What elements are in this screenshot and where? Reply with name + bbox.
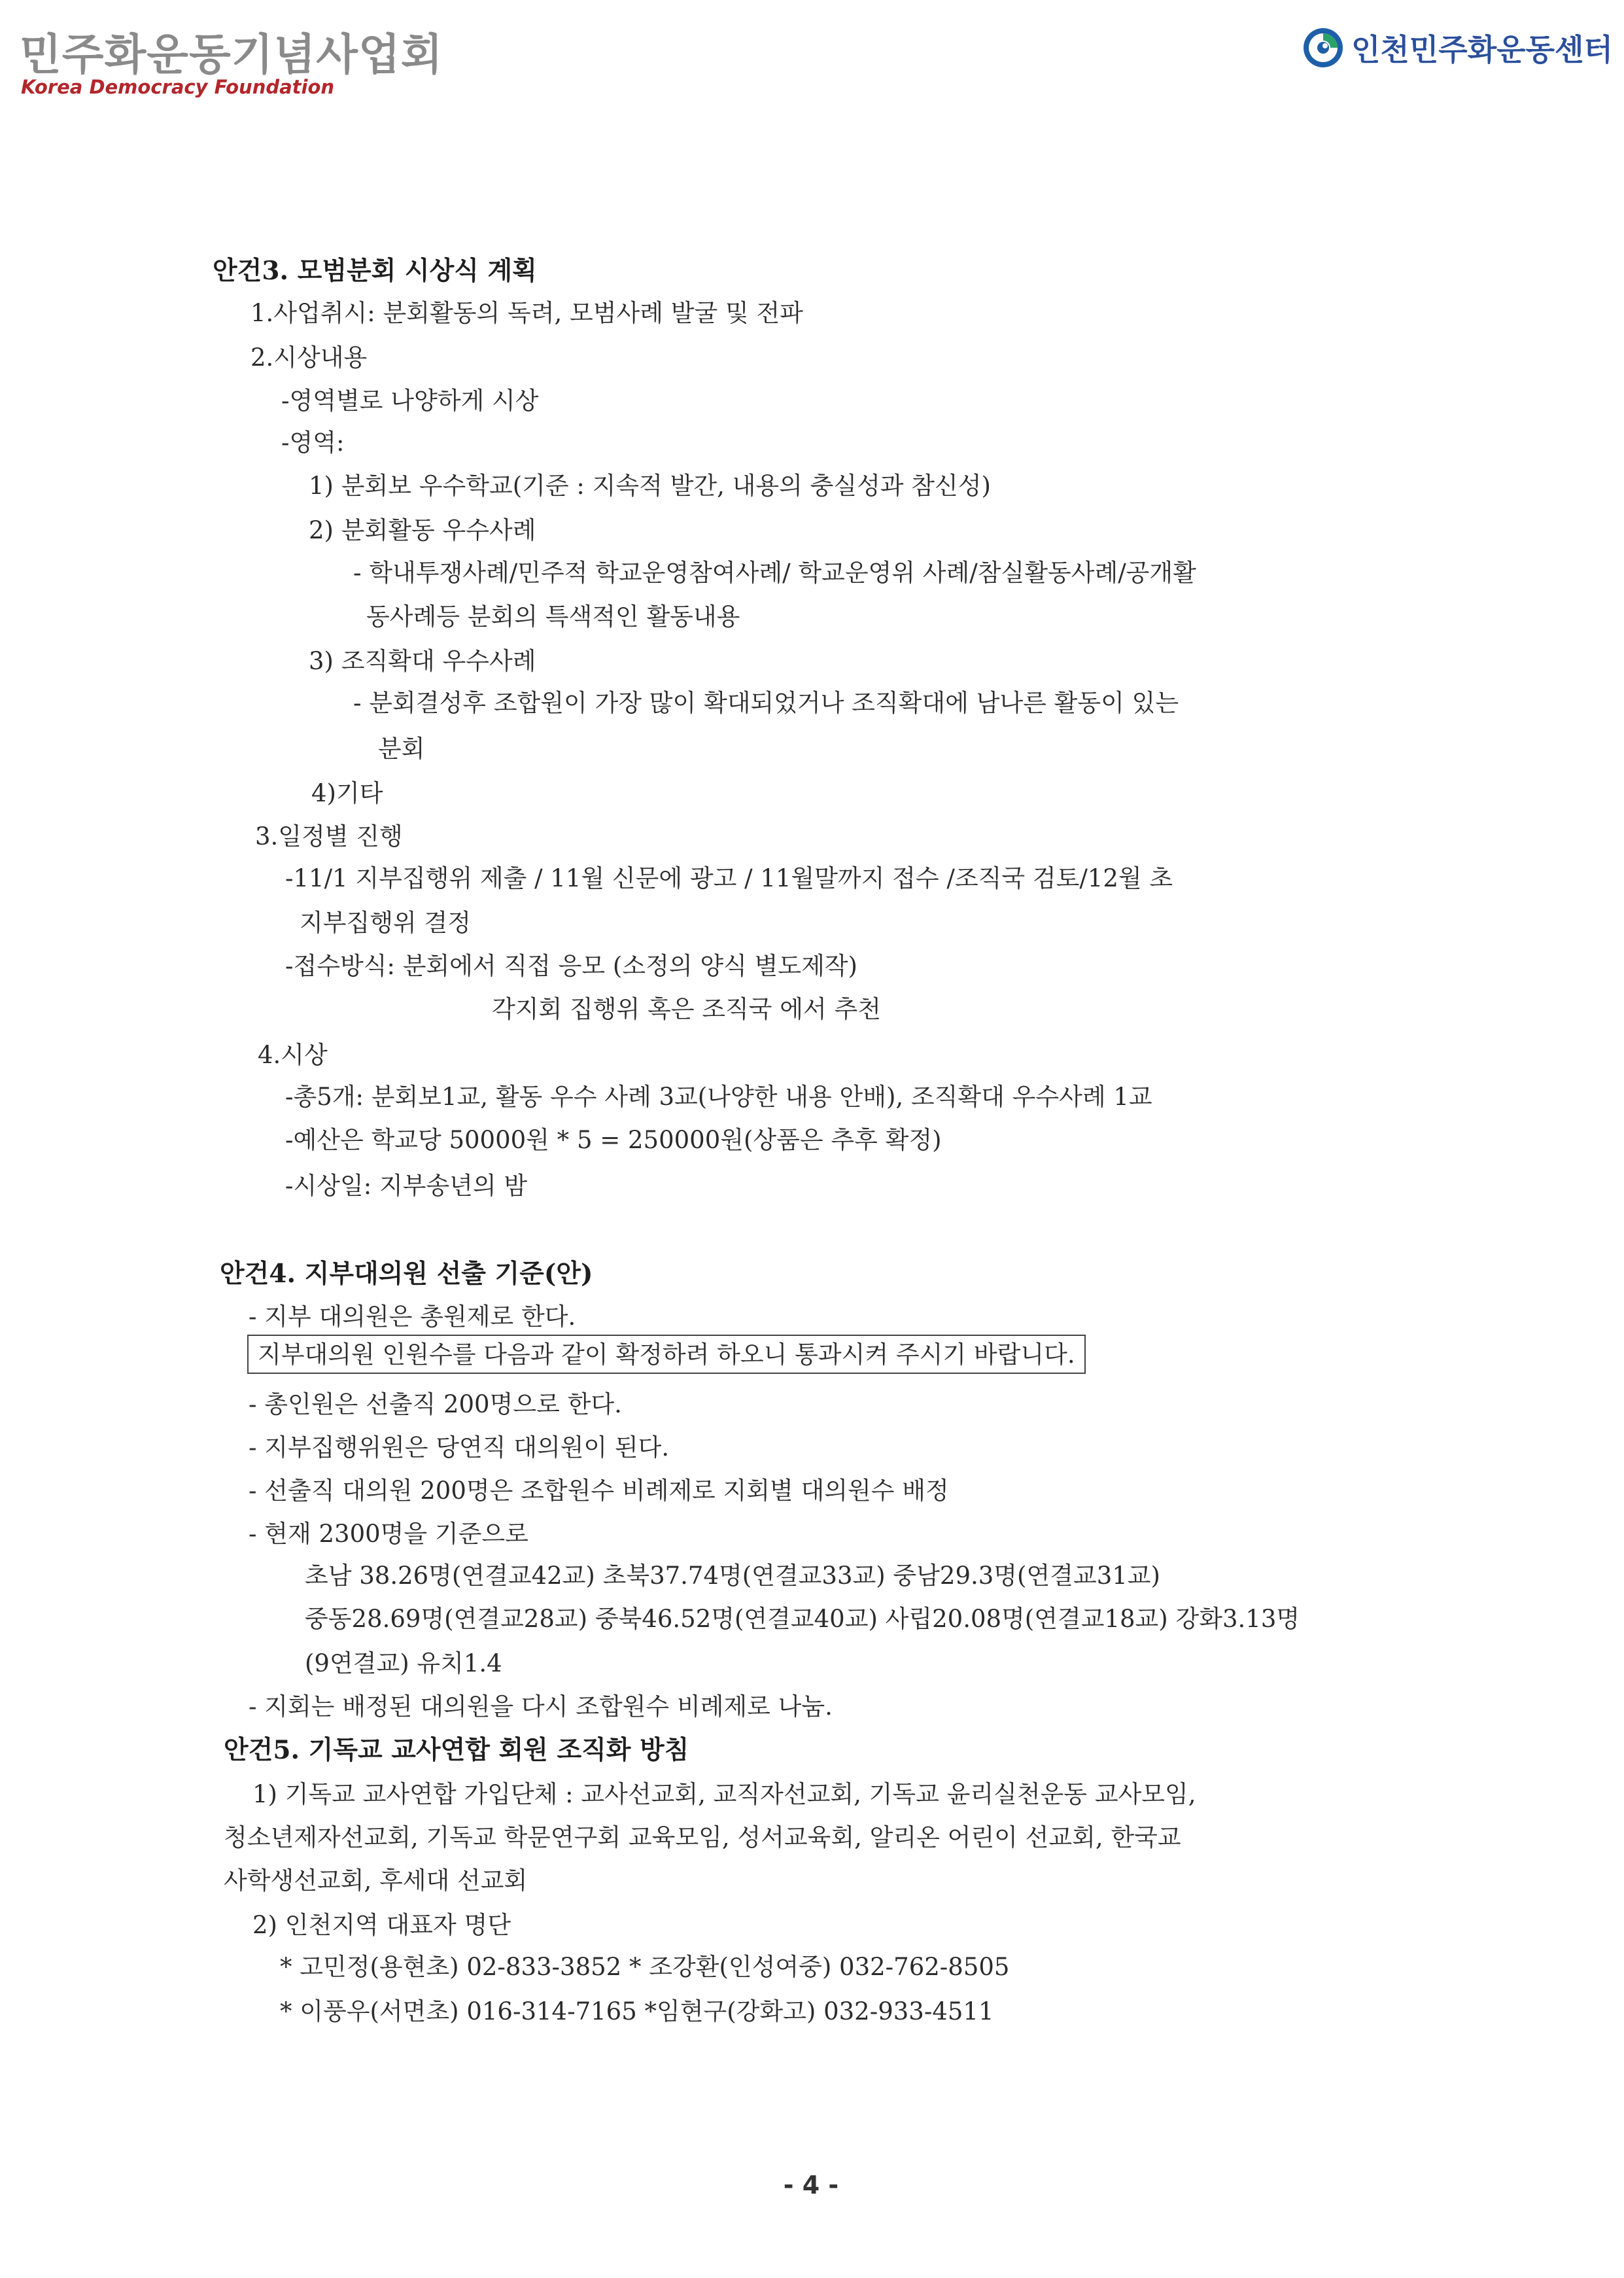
text-line: 4.시상 (258, 1041, 328, 1069)
text-line: -총5개: 분회보1교, 활동 우수 사례 3교(나양한 내용 안배), 조직확대 우수사례 1교 (285, 1083, 1152, 1111)
text-line: 사학생선교회, 후세대 선교회 (224, 1866, 528, 1895)
text-line: 1.사업취시: 분회활동의 독려, 모범사례 발굴 및 전파 (251, 299, 803, 327)
text-line: - 선출직 대의원 200명은 조합원수 비례제로 지회별 대의원수 배정 (249, 1477, 949, 1505)
text-line: 2.시상내용 (251, 343, 368, 372)
agenda4-heading: 안건4. 지부대의원 선출 기준(안) (220, 1259, 593, 1289)
agenda3-heading: 안건3. 모범분회 시상식 계획 (213, 256, 537, 286)
swirl-emblem-icon (1302, 26, 1345, 69)
incheon-center-logo (1302, 26, 1613, 69)
boxed-notice: 지부대의원 인원수를 다음과 같이 확정하려 하오니 통과시켜 주시기 바랍니다. (247, 1335, 1086, 1374)
text-line: - 지회는 배정된 대의원을 다시 조합원수 비례제로 나눔. (249, 1692, 833, 1721)
foundation-logo-korean: 민주화운동기념사업회 (20, 29, 443, 80)
text-line: - 학내투쟁사례/민주적 학교운영참여사례/ 학교운영위 사례/참실활동사례/공개활 (353, 559, 1196, 587)
text-line: 초남 38.26명(연결교42교) 초북37.74명(연결교33교) 중남29.3명(연결교31교) (305, 1562, 1160, 1590)
text-line: -영역: (281, 429, 345, 457)
incheon-center-name: 인천민주화운동센터 (1351, 32, 1613, 67)
text-line: -예산은 학교당 50000원 * 5 = 250000원(상품은 추후 확정) (285, 1126, 942, 1154)
text-line: 2) 인천지역 대표자 명단 (252, 1911, 511, 1939)
text-line: 4)기타 (311, 779, 383, 807)
text-line: - 현재 2300명을 기준으로 (249, 1520, 528, 1548)
text-line: -11/1 지부집행위 제출 / 11월 신문에 광고 / 11월말까지 접수 /조직국 검토/12월 초 (285, 864, 1173, 892)
text-line: 1) 기독교 교사연합 가입단체 : 교사선교회, 교직자선교회, 기독교 윤리실천운동 교사모임, (252, 1780, 1196, 1808)
text-line: 지부집행위 결정 (300, 909, 471, 937)
text-line: 3) 조직확대 우수사례 (309, 647, 536, 675)
foundation-logo-english: Korea Democracy Foundation (21, 76, 335, 98)
page-number: - 4 - (783, 2171, 839, 2199)
text-line: 3.일정별 진행 (255, 822, 403, 850)
text-line: -접수방식: 분회에서 직접 응모 (소정의 양식 별도제작) (285, 952, 857, 980)
text-line: - 분회결성후 조합원이 가장 많이 확대되었거나 조직확대에 남나른 활동이 있는 (353, 689, 1179, 717)
text-line: 동사례등 분회의 특색적인 활동내용 (366, 603, 740, 631)
text-line: -영역별로 나양하게 시상 (281, 387, 539, 415)
agenda5-heading: 안건5. 기독교 교사연합 회원 조직화 방침 (224, 1735, 689, 1765)
text-line: * 이풍우(서면초) 016-314-7165 *임현구(강화고) 032-933-4511 (280, 1997, 994, 2025)
text-line: - 지부집행위원은 당연직 대의원이 된다. (249, 1433, 670, 1462)
text-line: - 지부 대의원은 총원제로 한다. (249, 1303, 576, 1331)
text-line: 2) 분회활동 우수사례 (309, 516, 536, 544)
text-line: * 고민정(용현초) 02-833-3852 * 조강환(인성여중) 032-762-8505 (280, 1953, 1010, 1981)
text-line: (9연결교) 유치1.4 (305, 1649, 502, 1677)
text-line: 분회 (378, 735, 425, 763)
text-line: - 총인원은 선출직 200명으로 한다. (249, 1390, 622, 1418)
text-line: -시상일: 지부송년의 밤 (285, 1172, 528, 1200)
text-line: 1) 분회보 우수학교(기준 : 지속적 발간, 내용의 충실성과 참신성) (309, 472, 991, 500)
text-line: 청소년제자선교회, 기독교 학문연구회 교육모임, 성서교육회, 알리온 어린이 선교회, 한국교 (224, 1823, 1181, 1851)
text-line: 각지회 집행위 혹은 조직국 에서 추천 (492, 995, 881, 1023)
text-line: 중동28.69명(연결교28교) 중북46.52명(연결교40교) 사립20.08명(연결교18교) 강화3.13명 (305, 1605, 1300, 1633)
